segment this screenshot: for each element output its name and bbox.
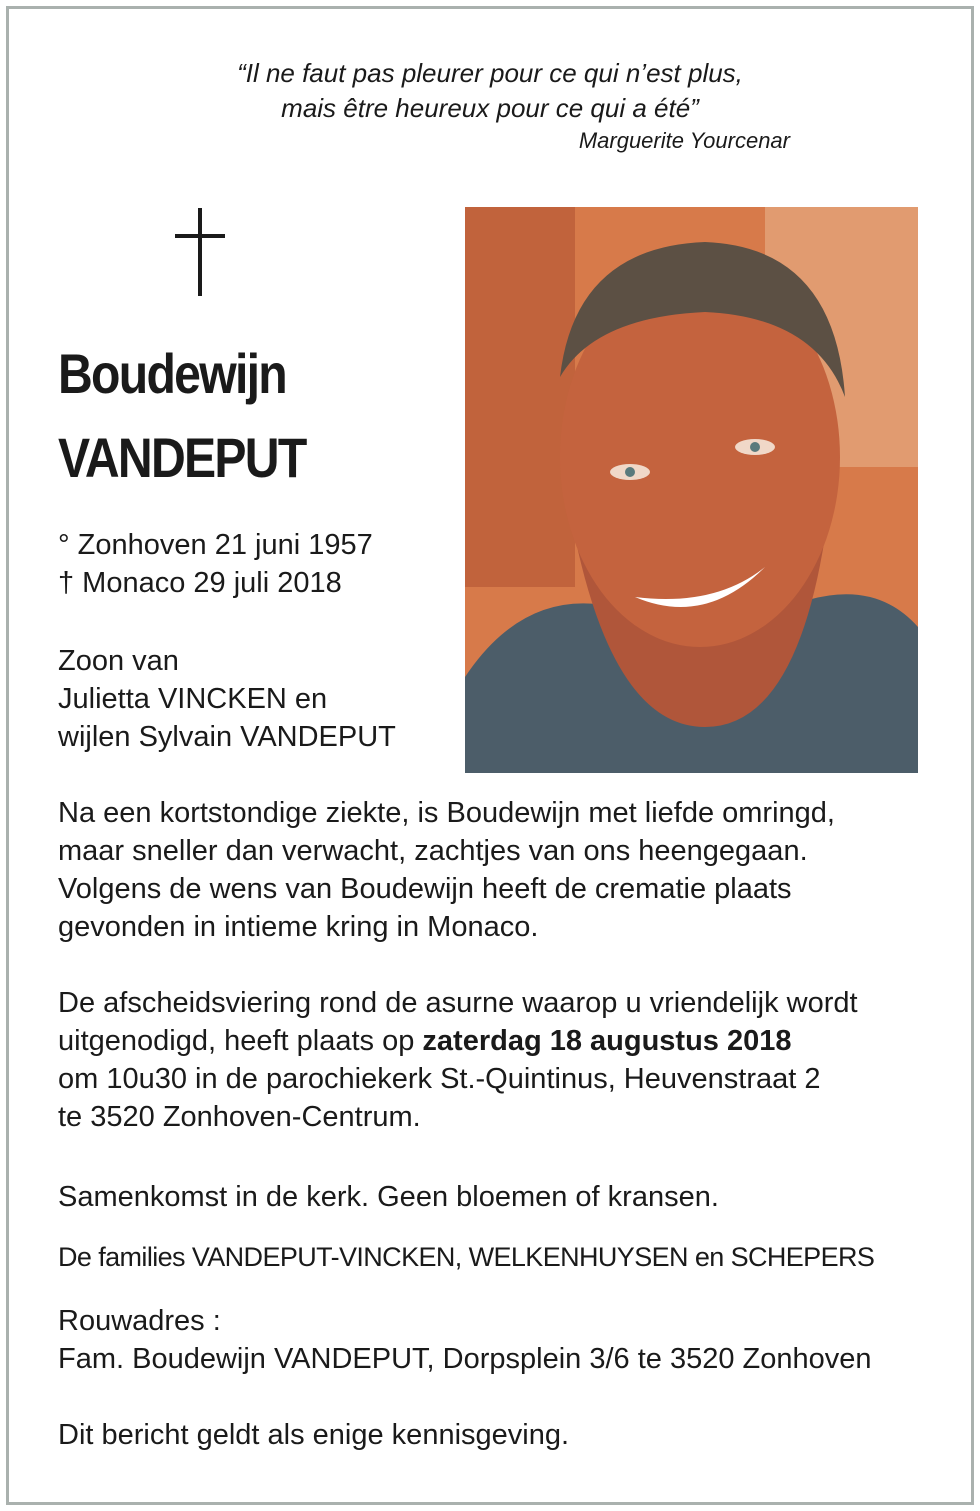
mourning-address-value: Fam. Boudewijn VANDEPUT, Dorpsplein 3/6 te 3520 Zonhoven [58, 1343, 872, 1375]
quote-line-2: mais être heureux pour ce qui a été” [281, 93, 699, 123]
gathering-note: Samenkomst in de kerk. Geen bloemen of kransen. [58, 1181, 719, 1213]
announcement-line: Volgens de wens van Boudewijn heeft de crematie plaats [58, 873, 792, 905]
ceremony-paragraph [58, 984, 858, 1136]
quote-author: Marguerite Yourcenar [578, 128, 790, 153]
ceremony-line-1: De afscheidsviering rond de asurne waarop u vriendelijk wordt [58, 987, 858, 1019]
notice-line: Dit bericht geldt als enige kennisgeving. [58, 1419, 570, 1451]
portrait-photo [465, 207, 918, 773]
death-date: † Monaco 29 juli 2018 [58, 567, 342, 599]
parents-line-2: Julietta VINCKEN en [58, 683, 328, 715]
announcement-line: Na een kortstondige ziekte, is Boudewijn met liefde omringd, [58, 797, 835, 829]
announcement-line: gevonden in intieme kring in Monaco. [58, 911, 539, 943]
announcement-paragraph [58, 794, 835, 946]
portrait-illustration [465, 207, 918, 773]
ceremony-date: zaterdag 18 augustus 2018 [422, 1025, 792, 1057]
quote-line-1: “Il ne faut pas pleurer pour ce qui n’est plus, [237, 58, 743, 88]
ceremony-line-4: te 3520 Zonhoven-Centrum. [58, 1101, 421, 1133]
last-name: VANDEPUT [58, 426, 306, 489]
first-name: Boudewijn [58, 342, 286, 405]
mourning-address [58, 1302, 872, 1378]
announcement-line: maar sneller dan verwacht, zachtjes van ons heengegaan. [58, 835, 808, 867]
birth-date: ° Zonhoven 21 juni 1957 [58, 529, 373, 561]
ceremony-line-2 [58, 1022, 858, 1060]
ceremony-line-3: om 10u30 in de parochiekerk St.-Quintinus, Heuvenstraat 2 [58, 1063, 821, 1095]
parents-line-3: wijlen Sylvain VANDEPUT [58, 721, 396, 753]
epigraph-quote [60, 56, 920, 126]
life-dates [58, 526, 373, 602]
deceased-name [58, 332, 306, 500]
mourning-address-label: Rouwadres : [58, 1305, 221, 1337]
parents-line-1: Zoon van [58, 645, 179, 677]
ceremony-line-2-prefix: uitgenodigd, heeft plaats op [58, 1025, 423, 1057]
families-line: De families VANDEPUT-VINCKEN, WELKENHUYSEN en SCHEPERS [58, 1242, 875, 1272]
latin-cross-icon [175, 208, 225, 296]
parents-info [58, 642, 396, 756]
